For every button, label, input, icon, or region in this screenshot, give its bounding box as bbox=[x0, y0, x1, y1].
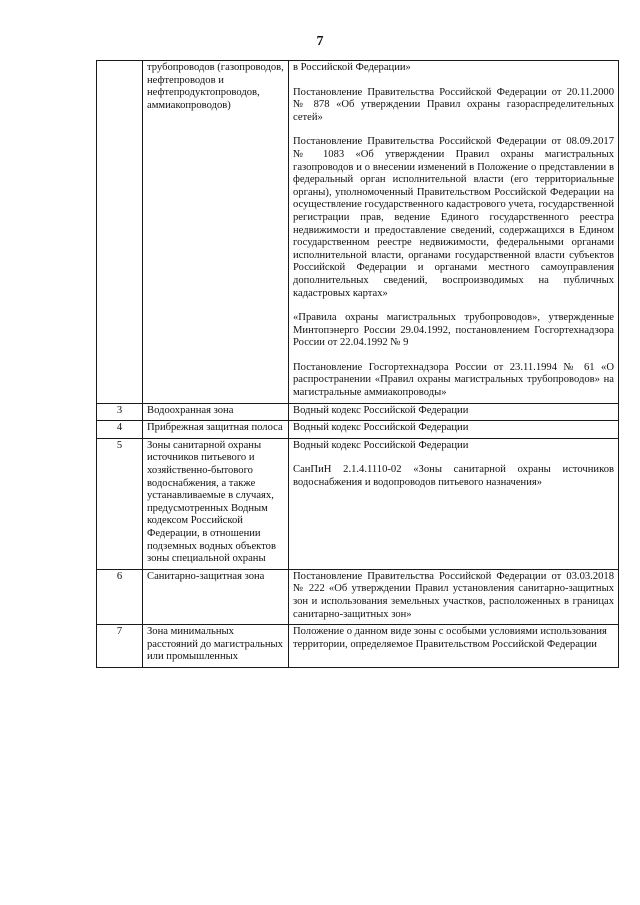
legal-basis-cell bbox=[289, 569, 619, 624]
legal-basis-paragraph: Постановление Правительства Российской Федерации от 08.09.2017 № 1083 «Об утверждении Правил охраны магистральных газопроводов и о внесении изменений в Положение о представлении в федеральный орган исполнительной власти (его территориальные органы), уполномоченный Правительством Российской Федерации на осуществление государственного кадастрового учета, государственной регистрации прав, ведение Единого государственного реестра недвижимости и предоставление сведений, содержащихся в Едином государственном реестре недвижимости, федеральными органами исполнительной власти, органами государственной власти субъектов Российской Федерации и органами местного самоуправления дополнительных сведений, воспроизводимых на публичных кадастровых картах» bbox=[293, 136, 614, 299]
legal-basis-paragraph: Водный кодекс Российской Федерации bbox=[293, 422, 469, 434]
zone-name: Зоны санитарной охраны источников питьевого и хозяйственно-бытового водоснабжения, а также устанавливаемые в случаях, предусмотренных Водным кодексом Российской Федерации, в отношении подземных водных объектов зоны специальной охраны bbox=[143, 438, 289, 569]
table-row-6 bbox=[97, 569, 619, 624]
legal-basis-paragraph: Постановление Госгортехнадзора России от 23.11.1994 № 61 «О распространении «Правил охраны магистральных трубопроводов» на магистральные аммиакопроводы» bbox=[293, 361, 614, 399]
legal-basis-cell bbox=[289, 625, 619, 668]
legal-basis-paragraph: Положение о данном виде зоны с особыми условиями использования территории, определяемое Правительством Российской Федерации bbox=[293, 626, 607, 650]
table-row-2-continued bbox=[97, 61, 619, 404]
legal-basis-paragraph: Постановление Правительства Российской Федерации от 03.03.2018 № 222 «Об утверждении Правил установления санитарно-защитных зон и использования земельных участков, расположенных в границах санитарно-защитных зон» bbox=[293, 570, 614, 620]
row-number: 7 bbox=[97, 625, 143, 668]
legal-basis-cell bbox=[289, 61, 619, 404]
zone-name: Зона минимальных расстояний до магистральных или промышленных bbox=[143, 625, 289, 668]
zones-table bbox=[96, 60, 619, 668]
legal-basis-paragraph: СанПиН 2.1.4.1110-02 «Зоны санитарной охраны источников водоснабжения и водопроводов питьевого назначения» bbox=[293, 464, 614, 489]
row-number: 4 bbox=[97, 421, 143, 439]
table-row-7 bbox=[97, 625, 619, 668]
table-row-5 bbox=[97, 438, 619, 569]
row-number bbox=[97, 61, 143, 404]
legal-basis-cell bbox=[289, 421, 619, 439]
row-number: 3 bbox=[97, 403, 143, 421]
legal-basis-paragraph: Водный кодекс Российской Федерации bbox=[293, 439, 469, 451]
legal-basis-paragraph: Постановление Правительства Российской Федерации от 20.11.2000 № 878 «Об утверждении Правил охраны газораспределительных сетей» bbox=[293, 86, 614, 123]
row-number: 6 bbox=[97, 569, 143, 624]
table-row-4 bbox=[97, 421, 619, 439]
legal-basis-cell bbox=[289, 403, 619, 421]
zone-name: Прибрежная защитная полоса bbox=[143, 421, 289, 439]
page-number: 7 bbox=[316, 34, 324, 49]
legal-basis-paragraph: Водный кодекс Российской Федерации bbox=[293, 404, 469, 416]
legal-basis-paragraph: «Правила охраны магистральных трубопроводов», утвержденные Минтопэнерго России 29.04.1992, постановлением Госгортехнадзора России от 22.04.1992 № 9 bbox=[293, 312, 614, 349]
zone-name: Водоохранная зона bbox=[143, 403, 289, 421]
table-row-3 bbox=[97, 403, 619, 421]
zone-name: трубопроводов (газопроводов, нефтепроводов и нефтепродуктопроводов, аммиакопроводов) bbox=[143, 61, 289, 404]
row-number: 5 bbox=[97, 438, 143, 569]
legal-basis-cell bbox=[289, 438, 619, 569]
legal-basis-paragraph: в Российской Федерации» bbox=[293, 62, 411, 73]
zone-name: Санитарно-защитная зона bbox=[143, 569, 289, 624]
